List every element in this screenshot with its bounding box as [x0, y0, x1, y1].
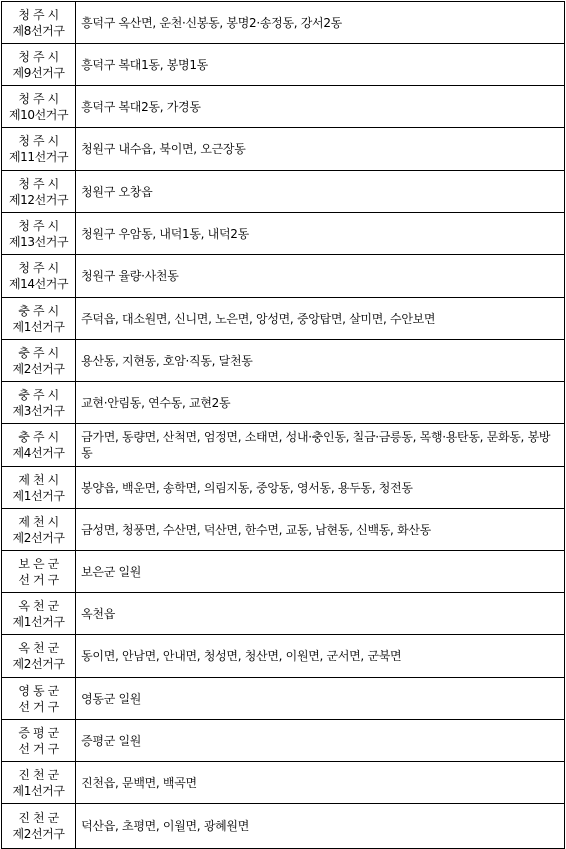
areas-cell: 주덕읍, 대소원면, 신니면, 노은면, 앙성면, 중앙탑면, 살미면, 수안보면: [76, 298, 565, 340]
areas-cell: 진천읍, 문백면, 백곡면: [76, 762, 565, 804]
district-number: 제12선거구: [8, 192, 69, 207]
areas-cell: 흥덕구 옥산면, 운천·신봉동, 봉명2·송정동, 강서2동: [76, 2, 565, 44]
areas-cell: 용산동, 지현동, 호암·직동, 달천동: [76, 340, 565, 382]
district-cell: [2, 551, 76, 593]
table-row: [2, 298, 565, 340]
district-number: 제2선거구: [12, 530, 65, 545]
district-cell: [2, 128, 76, 171]
table-row: [2, 44, 565, 86]
district-name: 진 천 군: [18, 811, 59, 825]
areas-cell: 청원구 율량·사천동: [76, 255, 565, 298]
district-cell: [2, 720, 76, 762]
district-cell: [2, 298, 76, 340]
district-number: 제11선거구: [8, 150, 69, 164]
table-row: [2, 86, 565, 128]
district-name: 청 주 시: [18, 7, 59, 22]
district-name: 청 주 시: [18, 49, 59, 64]
district-cell: [2, 382, 76, 424]
district-number: 선 거 구: [18, 572, 59, 587]
district-name: 옥 천 군: [18, 598, 59, 613]
district-cell: [2, 467, 76, 509]
district-name: 충 주 시: [18, 345, 59, 360]
district-cell: [2, 762, 76, 804]
district-cell: [2, 171, 76, 213]
district-cell: [2, 213, 76, 255]
district-number: 제13선거구: [8, 234, 69, 249]
district-cell: [2, 86, 76, 128]
table-row: [2, 551, 565, 593]
areas-cell: 증평군 일원: [76, 720, 565, 762]
areas-cell: 흥덕구 복대1동, 봉명1동: [76, 44, 565, 86]
district-number: 제8선거구: [12, 23, 65, 38]
table-row: [2, 678, 565, 720]
areas-cell: 청원구 내수읍, 북이면, 오근장동: [76, 128, 565, 171]
district-number: 제4선거구: [12, 446, 65, 460]
district-cell: [2, 593, 76, 635]
district-cell: [2, 678, 76, 720]
district-name: 충 주 시: [18, 430, 59, 444]
table-row: [2, 467, 565, 509]
areas-cell: 금성면, 청풍면, 수산면, 덕산면, 한수면, 교동, 남현동, 신백동, 화산동: [76, 509, 565, 551]
areas-cell: 금가면, 동량면, 산척면, 엄정면, 소태면, 성내·충인동, 칠금·금릉동, 목행·용탄동, 문화동, 봉방동: [76, 424, 565, 467]
table-row: [2, 804, 565, 849]
district-number: 제2선거구: [12, 361, 65, 376]
district-name: 충 주 시: [18, 387, 59, 402]
district-name: 제 천 시: [18, 514, 59, 529]
district-name: 진 천 군: [18, 767, 59, 782]
areas-cell: 덕산읍, 초평면, 이월면, 광혜원면: [76, 804, 565, 849]
district-number: 제9선거구: [12, 65, 65, 80]
district-name: 청 주 시: [18, 91, 59, 106]
table-row: [2, 171, 565, 213]
district-name: 청 주 시: [18, 261, 59, 275]
district-name: 청 주 시: [18, 176, 59, 191]
areas-cell: 흥덕구 복대2동, 가경동: [76, 86, 565, 128]
areas-cell: 교현·안림동, 연수동, 교현2동: [76, 382, 565, 424]
district-cell: [2, 424, 76, 467]
table-row: [2, 762, 565, 804]
district-table: [1, 1, 565, 849]
table-row: [2, 635, 565, 678]
table-row: [2, 424, 565, 467]
district-number: 선 거 구: [18, 699, 59, 714]
table-row: [2, 128, 565, 171]
district-cell: [2, 804, 76, 849]
district-name: 영 동 군: [18, 683, 59, 698]
areas-cell: 영동군 일원: [76, 678, 565, 720]
district-cell: [2, 509, 76, 551]
district-name: 충 주 시: [18, 303, 59, 318]
district-cell: [2, 44, 76, 86]
areas-cell: 동이면, 안남면, 안내면, 청성면, 청산면, 이원면, 군서면, 군북면: [76, 635, 565, 678]
table-row: [2, 509, 565, 551]
district-number: 제1선거구: [12, 319, 65, 334]
district-name: 청 주 시: [18, 218, 59, 233]
district-table-body: [2, 2, 565, 849]
district-number: 제2선거구: [12, 657, 65, 671]
district-number: 선 거 구: [18, 741, 59, 756]
district-name: 옥 천 군: [18, 641, 59, 655]
district-cell: [2, 2, 76, 44]
table-row: [2, 255, 565, 298]
district-cell: [2, 340, 76, 382]
district-name: 증 평 군: [18, 725, 59, 740]
district-name: 제 천 시: [18, 472, 59, 487]
areas-cell: 청원구 우암동, 내덕1동, 내덕2동: [76, 213, 565, 255]
district-cell: [2, 255, 76, 298]
district-number: 제1선거구: [12, 614, 65, 629]
table-row: [2, 213, 565, 255]
areas-cell: 보은군 일원: [76, 551, 565, 593]
district-name: 보 은 군: [18, 556, 59, 571]
table-row: [2, 593, 565, 635]
table-row: [2, 720, 565, 762]
district-number: 제2선거구: [12, 827, 65, 841]
district-number: 제1선거구: [12, 783, 65, 798]
district-number: 제3선거구: [12, 403, 65, 418]
district-cell: [2, 635, 76, 678]
table-row: [2, 340, 565, 382]
table-row: [2, 382, 565, 424]
areas-cell: 옥천읍: [76, 593, 565, 635]
district-number: 제14선거구: [8, 277, 69, 291]
table-row: [2, 2, 565, 44]
district-number: 제1선거구: [12, 488, 65, 503]
district-number: 제10선거구: [8, 107, 69, 122]
district-name: 청 주 시: [18, 134, 59, 148]
areas-cell: 봉양읍, 백운면, 송학면, 의림지동, 중앙동, 영서동, 용두동, 청전동: [76, 467, 565, 509]
areas-cell: 청원구 오창읍: [76, 171, 565, 213]
